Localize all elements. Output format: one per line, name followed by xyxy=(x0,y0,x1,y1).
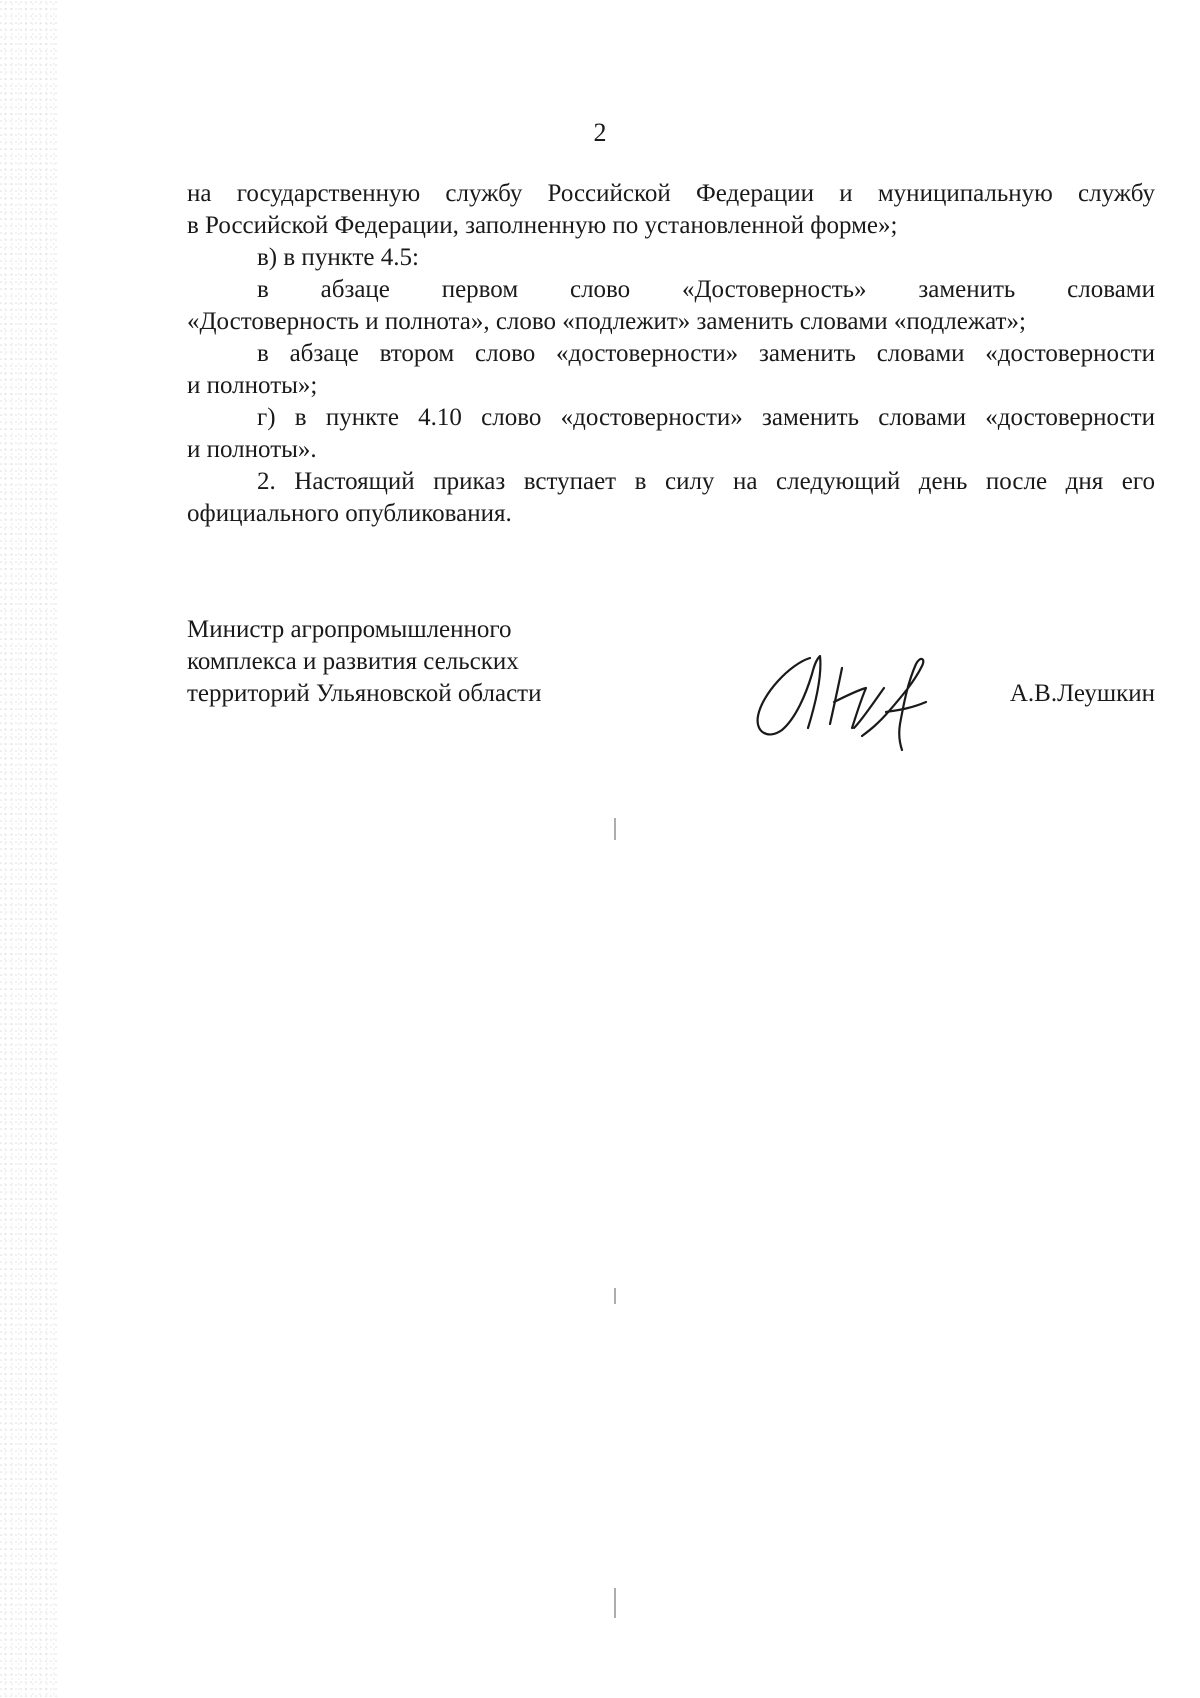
body-line-2: в Российской Федерации, заполненную по установленной форме»; xyxy=(187,212,898,239)
body-line-8: г) в пункте 4.10 слово «достоверности» заменить словами «достоверности xyxy=(257,404,1155,431)
body-line-3: в) в пункте 4.5: xyxy=(257,244,419,271)
signatory-position-line-3: территорий Ульяновской области xyxy=(187,680,542,707)
page-number: 2 xyxy=(593,118,607,147)
handwritten-signature-icon xyxy=(750,644,935,754)
signatory-position xyxy=(187,614,541,710)
body-line-11: официального опубликования. xyxy=(187,500,512,527)
body-line-6: в абзаце втором слово «достоверности» заменить словами «достоверности xyxy=(257,340,1155,367)
body-line-10: 2. Настоящий приказ вступает в силу на следующий день после дня его xyxy=(257,468,1155,495)
body-line-1: на государственную службу Российской Федерации и муниципальную службу xyxy=(187,180,1155,207)
signatory-position-line-2: комплекса и развития сельских xyxy=(187,648,519,675)
signatory-position-line-1: Министр агропромышленного xyxy=(187,616,512,643)
body-line-5: «Достоверность и полнота», слово «подлежит» заменить словами «подлежат»; xyxy=(187,308,1026,335)
scan-speck xyxy=(614,818,616,840)
document-body xyxy=(187,178,1155,530)
scan-speck xyxy=(614,1588,616,1618)
scan-noise-left-edge xyxy=(0,0,60,1698)
scan-speck xyxy=(614,1288,616,1304)
body-line-4: в абзаце первом слово «Достоверность» заменить словами xyxy=(257,276,1155,303)
body-line-9: и полноты». xyxy=(187,436,317,463)
body-line-7: и полноты»; xyxy=(187,372,318,399)
signer-name: А.В.Леушкин xyxy=(1009,680,1155,707)
